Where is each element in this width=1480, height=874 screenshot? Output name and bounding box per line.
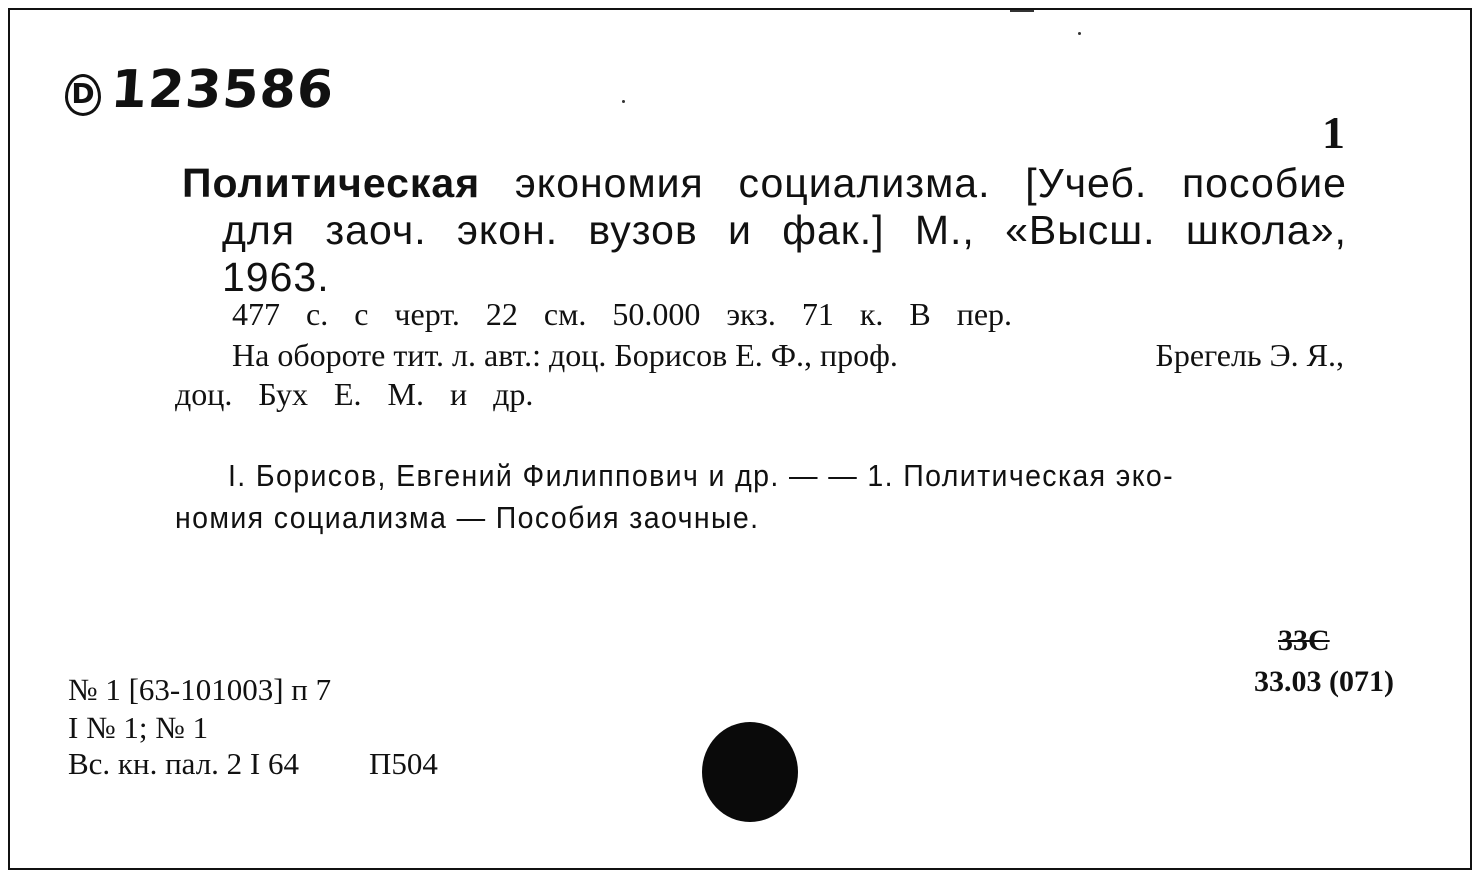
- title-line-3: 1963.: [222, 254, 330, 300]
- title-word: «Высш.: [1005, 207, 1156, 253]
- title-main-word: Политическая: [182, 160, 481, 206]
- catalog-card: [8, 8, 1472, 870]
- classification-crossed: [1278, 624, 1330, 658]
- card-number: 1: [1322, 107, 1345, 158]
- dust-speck: [622, 100, 625, 103]
- authors-note-line-1: [232, 337, 1344, 374]
- title-word: для: [222, 207, 296, 253]
- dust-speck: [1078, 32, 1081, 35]
- title-word: и: [728, 207, 752, 253]
- physical-description: 477 с. с черт. 22 см. 50.000 экз. 71 к. В пер.: [232, 296, 1013, 332]
- accession-number: [65, 60, 337, 120]
- title-line-1: [182, 160, 1347, 207]
- title-word: фак.]: [782, 207, 885, 253]
- footer-order-number: № 1 [63-101003] п 7: [68, 672, 332, 707]
- classification-crossed-text: 33С: [1278, 624, 1330, 657]
- title-word: экономия: [514, 160, 704, 206]
- title-word: пособие: [1181, 160, 1347, 206]
- tracing-line-2: номия социализма — Пособия заочные.: [175, 500, 760, 535]
- title-word: экон.: [456, 207, 559, 253]
- tracing-line-1: I. Борисов, Евгений Филиппович и др. — — 1. Политическая эко-: [228, 458, 1175, 493]
- card-punch-hole: [702, 722, 798, 822]
- library-stamp: D: [65, 74, 101, 116]
- footer-issue-number: I № 1; № 1: [68, 710, 209, 745]
- authors-note-left: На обороте тит. л. авт.: доц. Борисов Е. Ф., проф.: [232, 337, 898, 373]
- classification-current: 33.03 (071): [1254, 665, 1394, 698]
- title-word: заоч.: [325, 207, 427, 253]
- dust-speck: [1010, 10, 1034, 12]
- authors-note-line-2: доц. Бух Е. М. и др.: [175, 376, 534, 412]
- footer-code: П504: [369, 746, 438, 781]
- title-line-2: [222, 207, 1347, 254]
- title-word: М.,: [914, 207, 975, 253]
- handwritten-accession-number: 123586: [108, 60, 337, 120]
- title-word: социализма.: [738, 160, 991, 206]
- title-word: вузов: [588, 207, 698, 253]
- title-word: школа»,: [1185, 207, 1347, 253]
- footer-book-chamber-text: Вс. кн. пал. 2 I 64: [68, 746, 300, 781]
- title-word: [Учеб.: [1025, 160, 1148, 206]
- authors-note-right: Брегель Э. Я.,: [1155, 337, 1344, 373]
- footer-book-chamber: [68, 746, 438, 782]
